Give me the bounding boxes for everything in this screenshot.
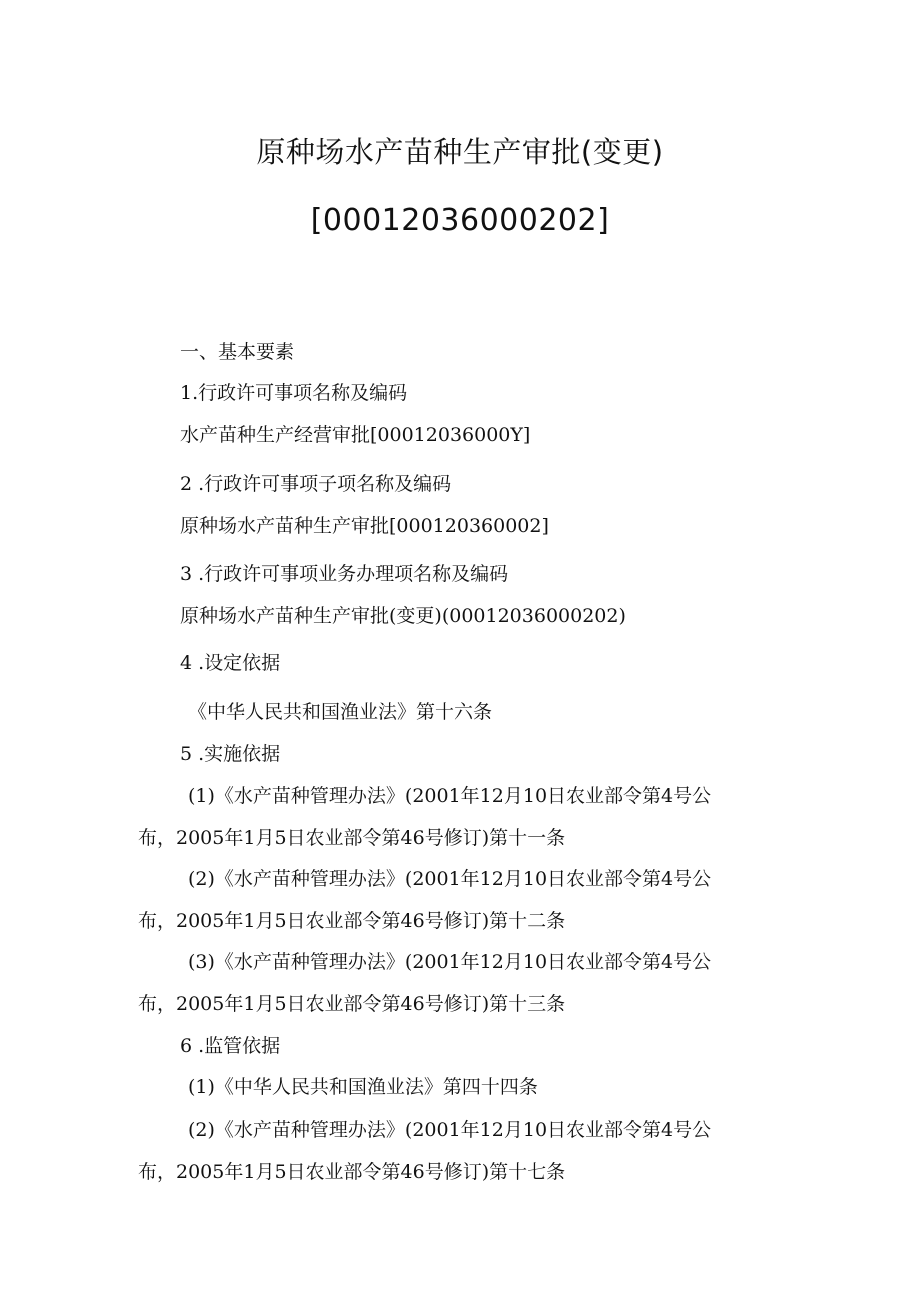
item-heading-3: 3 .行政许可事项业务办理项名称及编码 [180, 563, 509, 585]
basis-line: (3)《水产苗种管理办法》(2001年12月10日农业部令第4号公 [188, 951, 712, 973]
supervision-line-cont: 布，2005年1月5日农业部令第46号修订)第十七条 [138, 1161, 566, 1183]
basis-line: (1)《水产苗种管理办法》(2001年12月10日农业部令第4号公 [188, 785, 712, 807]
item-heading-2: 2 .行政许可事项子项名称及编码 [180, 473, 452, 495]
basis-line-cont: 布，2005年1月5日农业部令第46号修订)第十二条 [138, 910, 566, 932]
basis-line-cont: 布，2005年1月5日农业部令第46号修订)第十三条 [138, 993, 566, 1015]
item-content-4: 《中华人民共和国渔业法》第十六条 [188, 701, 493, 723]
basis-line-cont: 布，2005年1月5日农业部令第46号修订)第十一条 [138, 827, 566, 849]
supervision-line: (2)《水产苗种管理办法》(2001年12月10日农业部令第4号公 [188, 1119, 712, 1141]
supervision-line: (1)《中华人民共和国渔业法》第四十四条 [188, 1076, 538, 1098]
item-content-3: 原种场水产苗种生产审批(变更)(00012036000202) [180, 605, 626, 627]
section-heading: 一、基本要素 [180, 341, 295, 363]
item-heading-5: 5 .实施依据 [180, 743, 281, 765]
basis-line: (2)《水产苗种管理办法》(2001年12月10日农业部令第4号公 [188, 868, 712, 890]
item-heading-1: 1.行政许可事项名称及编码 [180, 382, 408, 404]
item-content-1: 水产苗种生产经营审批[00012036000Y] [180, 424, 531, 446]
document-title: 原种场水产苗种生产审批(变更) [256, 135, 664, 169]
item-content-2: 原种场水产苗种生产审批[000120360002] [180, 515, 549, 537]
document-code: [00012036000202] [310, 203, 610, 238]
item-heading-6: 6 .监管依据 [180, 1035, 281, 1057]
item-heading-4: 4 .设定依据 [180, 652, 281, 674]
